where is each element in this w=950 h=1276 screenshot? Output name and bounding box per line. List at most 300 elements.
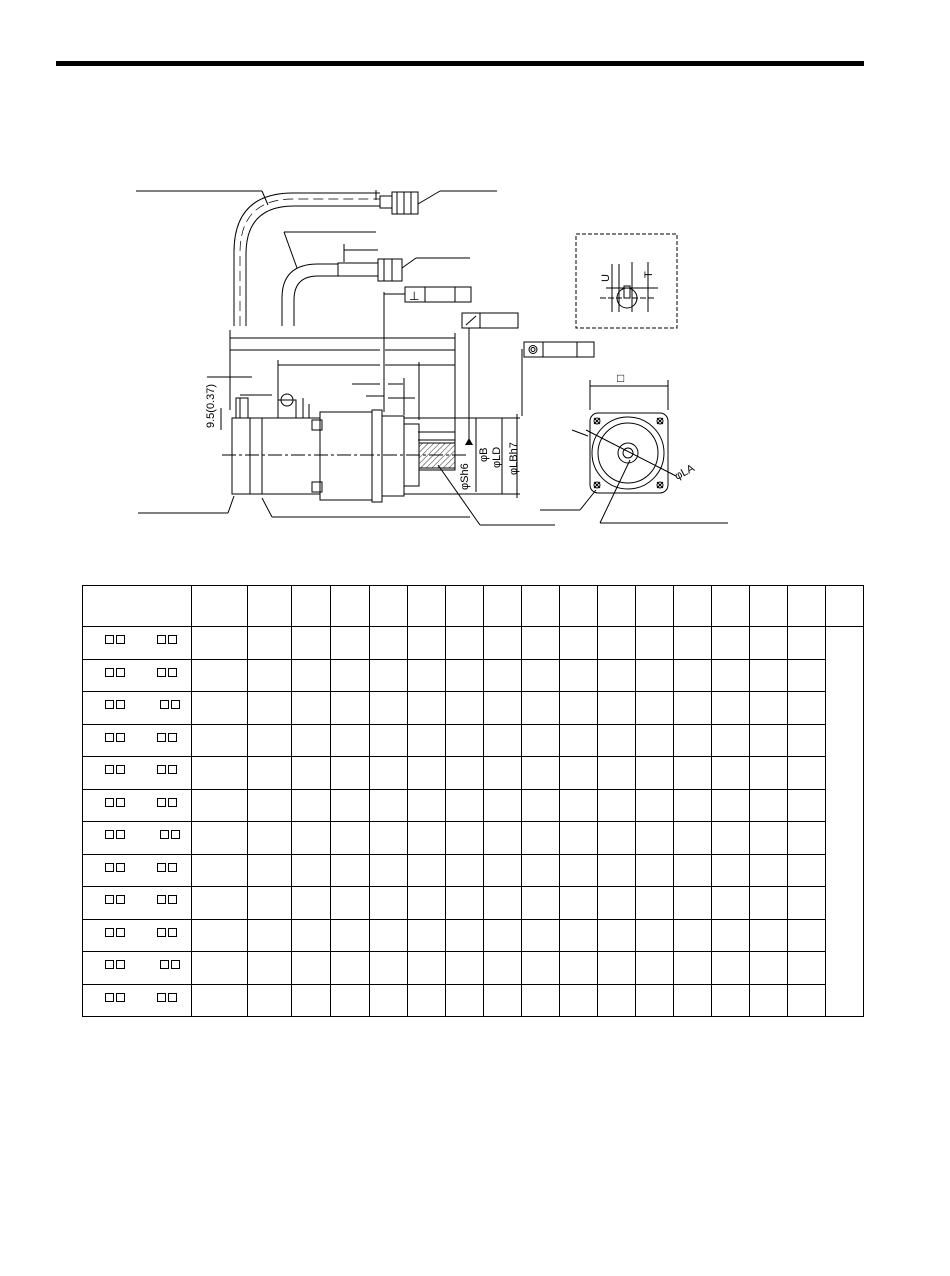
placeholder-box [116,960,125,969]
table-cell [560,854,598,887]
dimension-drawing [0,0,950,580]
table-cell [522,919,560,952]
square-side-label: □ [617,371,625,385]
table-cell [560,757,598,790]
placeholder-box [157,668,166,677]
table-cell [331,659,370,692]
motor-front-view [540,380,728,523]
placeholder-box [116,733,125,742]
header-cell [331,586,370,627]
table-cell [522,692,560,725]
placeholder-box [116,700,125,709]
table-cell [598,887,636,920]
table-cell [598,757,636,790]
table-cell [446,919,484,952]
table-cell [598,692,636,725]
table-cell [560,919,598,952]
table-cell [674,724,712,757]
table-row [83,952,864,985]
table-cell [248,854,292,887]
header-cell [83,586,192,627]
placeholder-box [105,635,114,644]
encoder-cable [234,193,380,326]
table-cell [750,789,788,822]
table-cell [408,789,446,822]
table-cell [522,984,560,1017]
table-cell [560,659,598,692]
table-cell [560,952,598,985]
table-cell [484,659,522,692]
table-cell [408,854,446,887]
table-cell [522,952,560,985]
table-cell [788,757,826,790]
table-cell [522,724,560,757]
header-cell [636,586,674,627]
placeholder-box [105,668,114,677]
placeholder-box [116,798,125,807]
table-cell [560,692,598,725]
placeholder-box [168,668,177,677]
table-cell [331,627,370,660]
table-cell [292,627,331,660]
model-cell [83,757,192,790]
table-row [83,659,864,692]
table-cell [522,659,560,692]
table-cell [712,724,750,757]
table-cell [408,659,446,692]
table-cell [248,789,292,822]
table-cell [408,627,446,660]
table-cell [560,627,598,660]
table-cell [598,822,636,855]
table-cell [292,887,331,920]
table-cell [636,952,674,985]
table-cell [712,789,750,822]
table-cell [712,659,750,692]
table-cell [446,984,484,1017]
table-cell [636,724,674,757]
model-cell [83,822,192,855]
table-cell [522,757,560,790]
table-cell [484,854,522,887]
table-cell [446,952,484,985]
table-cell [712,822,750,855]
dia-ld-label: φLD [491,446,503,468]
table-cell [636,919,674,952]
header-cell [712,586,750,627]
table-cell [788,822,826,855]
header-cell [446,586,484,627]
table-cell [522,822,560,855]
table-cell [331,724,370,757]
placeholder-box [105,733,114,742]
table-cell [408,952,446,985]
table-cell [370,789,408,822]
table-cell [636,822,674,855]
table-cell [788,692,826,725]
header-cell [788,586,826,627]
table-cell [446,627,484,660]
table-cell [674,789,712,822]
model-cell [83,789,192,822]
header-cell [292,586,331,627]
table-cell [331,984,370,1017]
table-cell [446,724,484,757]
table-cell [750,984,788,1017]
placeholder-box [116,635,125,644]
table-cell [636,854,674,887]
table-cell [674,919,712,952]
table-cell [636,887,674,920]
table-cell [408,984,446,1017]
dia-lbh7-label: φLBh7 [508,442,520,475]
table-cell [484,757,522,790]
header-cell [522,586,560,627]
table-cell [674,757,712,790]
placeholder-box [168,765,177,774]
merged-cell [826,627,864,1017]
table-cell [292,757,331,790]
placeholder-box [105,798,114,807]
table-cell [408,822,446,855]
table-cell [484,692,522,725]
table-cell [248,692,292,725]
table-cell [788,627,826,660]
placeholder-box [157,928,166,937]
table-cell [292,724,331,757]
table-cell [750,854,788,887]
placeholder-box [105,863,114,872]
table-cell [750,952,788,985]
table-cell [674,854,712,887]
table-cell [446,692,484,725]
table-cell [750,887,788,920]
table-cell [560,887,598,920]
table-cell [192,659,248,692]
table-cell [248,887,292,920]
leader-line [228,496,234,513]
table-cell [636,984,674,1017]
table-cell [712,952,750,985]
table-cell [484,724,522,757]
table-cell [560,724,598,757]
table-cell [446,757,484,790]
table-cell [750,757,788,790]
table-cell [750,724,788,757]
header-cell [826,586,864,627]
placeholder-box [168,928,177,937]
table-cell [446,854,484,887]
placeholder-box [168,863,177,872]
power-connector [338,259,402,281]
table-cell [712,854,750,887]
table-row [83,789,864,822]
table-row [83,919,864,952]
placeholder-box [105,830,114,839]
leader-line [262,498,272,517]
placeholder-box [105,960,114,969]
datum-arrow [465,438,473,445]
table-cell [370,692,408,725]
table-cell [484,789,522,822]
table-cell [408,692,446,725]
table-cell [331,887,370,920]
table-cell [598,919,636,952]
table-cell [370,984,408,1017]
table-cell [192,952,248,985]
table-row [83,692,864,725]
table-cell [408,887,446,920]
table-cell [484,627,522,660]
table-cell [636,627,674,660]
table-cell [292,659,331,692]
table-cell [750,692,788,725]
table-cell [248,757,292,790]
table-cell [560,789,598,822]
table-row [83,757,864,790]
placeholder-box [171,960,180,969]
placeholder-box [171,700,180,709]
table-cell [484,984,522,1017]
table-cell [331,757,370,790]
table-cell [750,822,788,855]
key-t-label: T [643,271,655,278]
table-cell [370,757,408,790]
placeholder-box [116,863,125,872]
table-cell [484,887,522,920]
placeholder-box [157,993,166,1002]
table-cell [192,854,248,887]
table-cell [788,984,826,1017]
header-cell [484,586,522,627]
table-row [83,854,864,887]
table-cell [712,692,750,725]
header-cell [370,586,408,627]
header-cell [192,586,248,627]
table-cell [598,724,636,757]
model-cell [83,887,192,920]
table-cell [674,822,712,855]
table-row [83,984,864,1017]
table-cell [522,789,560,822]
placeholder-box [168,733,177,742]
table-cell [292,822,331,855]
leader-line [418,191,440,204]
table-cell [292,984,331,1017]
placeholder-box [116,765,125,774]
header-cell [560,586,598,627]
dimension-table [82,585,864,1017]
placeholder-box [116,895,125,904]
runout-frame [462,313,518,440]
header-cell [408,586,446,627]
table-cell [674,659,712,692]
table-cell [788,919,826,952]
key-detail [576,234,677,328]
table-cell [408,724,446,757]
table-cell [788,659,826,692]
table-cell [636,692,674,725]
model-cell [83,984,192,1017]
dia-la-label: φLA [672,462,697,483]
placeholder-box [168,993,177,1002]
table-cell [248,919,292,952]
header-cell [248,586,292,627]
table-cell [750,627,788,660]
leader-line [402,258,416,268]
table-cell [192,919,248,952]
model-cell [83,659,192,692]
table-cell [598,659,636,692]
placeholder-box [160,700,169,709]
table-cell [292,789,331,822]
table-cell [370,887,408,920]
table-cell [192,757,248,790]
table-row [83,887,864,920]
header-cell [598,586,636,627]
leader-line [284,232,297,268]
table-cell [192,822,248,855]
placeholder-box [157,635,166,644]
table-cell [788,887,826,920]
table-cell [331,854,370,887]
table-cell [446,822,484,855]
table-cell [292,952,331,985]
table-cell [248,659,292,692]
placeholder-box [116,993,125,1002]
placeholder-box [171,830,180,839]
placeholder-box [157,798,166,807]
table-cell [560,822,598,855]
dia-sh6-label: φSh6 [459,463,471,490]
table-cell [446,659,484,692]
table-cell [248,984,292,1017]
table-cell [598,789,636,822]
placeholder-box [105,895,114,904]
table-cell [292,854,331,887]
table-cell [331,822,370,855]
table-cell [674,952,712,985]
placeholder-box [160,830,169,839]
table-cell [712,757,750,790]
table-cell [370,627,408,660]
table-cell [370,854,408,887]
table-cell [674,627,712,660]
table-cell [712,919,750,952]
table-cell [292,919,331,952]
header-cell [750,586,788,627]
table-cell [370,659,408,692]
perpendicularity-symbol: ⊥ [409,289,420,303]
encoder-connector [376,190,418,214]
placeholder-box [157,765,166,774]
table-cell [331,692,370,725]
table-cell [674,692,712,725]
table-cell [750,659,788,692]
table-cell [408,919,446,952]
table-cell [331,952,370,985]
table-cell [248,952,292,985]
table-cell [712,887,750,920]
placeholder-box [157,895,166,904]
table-cell [598,952,636,985]
placeholder-box [157,733,166,742]
placeholder-box [168,635,177,644]
table-cell [636,789,674,822]
placeholder-box [116,668,125,677]
table-cell [446,789,484,822]
model-cell [83,952,192,985]
table-cell [370,952,408,985]
table-cell [292,692,331,725]
table-cell [598,984,636,1017]
table-cell [192,789,248,822]
model-cell [83,919,192,952]
motor-side-view [232,394,455,502]
model-cell [83,627,192,660]
table-cell [331,919,370,952]
table-cell [484,919,522,952]
model-cell [83,692,192,725]
table-cell [192,984,248,1017]
model-cell [83,854,192,887]
table-cell [370,822,408,855]
table-header-row [83,586,864,627]
table-cell [446,887,484,920]
table-cell [788,789,826,822]
table-cell [750,919,788,952]
table-cell [636,757,674,790]
table-cell [788,952,826,985]
table-cell [192,724,248,757]
table-cell [712,984,750,1017]
placeholder-box [105,700,114,709]
table-cell [484,952,522,985]
table-cell [636,659,674,692]
power-cable [282,264,338,326]
table-cell [248,627,292,660]
table-cell [522,854,560,887]
table-cell [248,724,292,757]
placeholder-box [105,993,114,1002]
table-cell [712,627,750,660]
table-cell [674,984,712,1017]
header-cell [674,586,712,627]
table-cell [560,984,598,1017]
table-cell [522,887,560,920]
table-cell [192,692,248,725]
vertical-offset-label: 9.5(0.37) [205,383,217,428]
model-cell [83,724,192,757]
table-cell [192,627,248,660]
placeholder-box [160,960,169,969]
table-cell [674,887,712,920]
table-cell [522,627,560,660]
placeholder-box [105,765,114,774]
table-row [83,724,864,757]
table-cell [370,724,408,757]
placeholder-box [116,830,125,839]
placeholder-box [116,928,125,937]
key-u-label: U [600,274,612,282]
placeholder-box [105,928,114,937]
table-cell [788,854,826,887]
table-cell [408,757,446,790]
placeholder-box [168,895,177,904]
table-cell [598,627,636,660]
table-row [83,822,864,855]
placeholder-box [168,798,177,807]
